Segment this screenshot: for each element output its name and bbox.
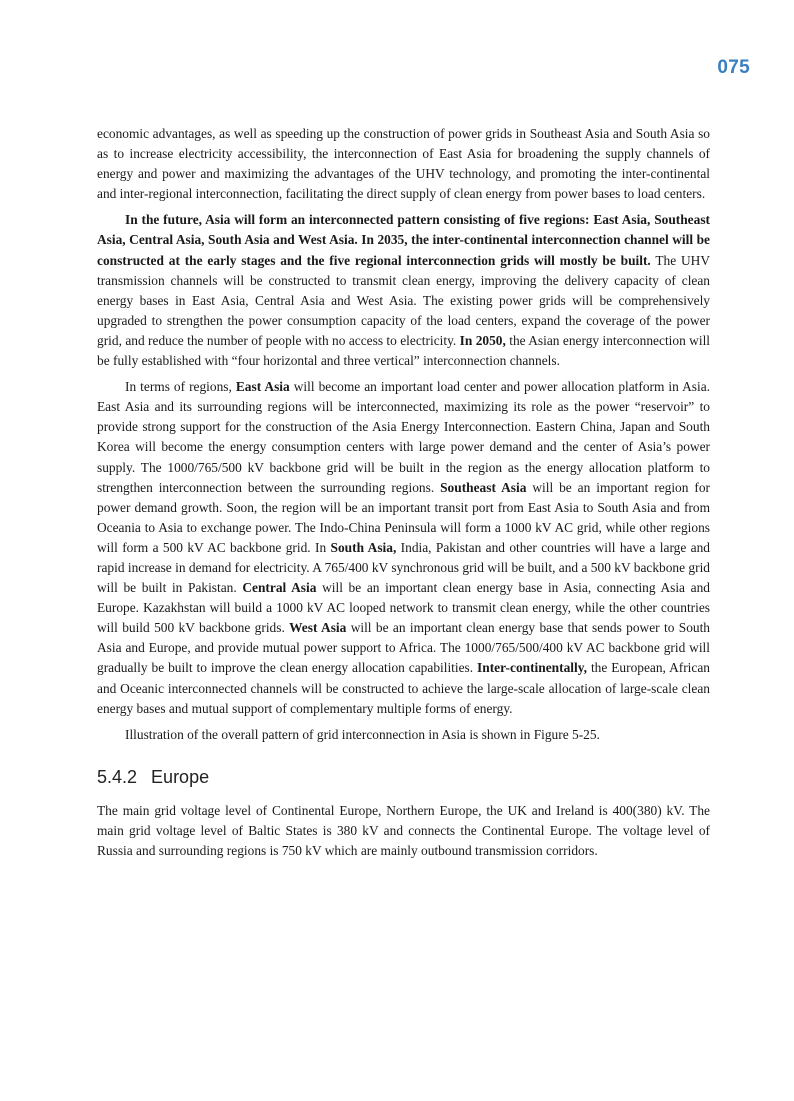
document-body <box>97 124 710 867</box>
paragraph-text: the Asian energy interconnection will be fully established with “four horizontal and three vertical” interconnection channels. <box>97 332 711 369</box>
paragraph-text: the European, African and Oceanic interconnected channels will be constructed to achieve the large-scale allocation of large-scale clean energy bases and mutual support of complementary multiple forms of energy. <box>97 660 710 716</box>
paragraph-text: economic advantages, as well as speeding up the construction of power grids in Southeast Asia and South Asia so as to increase electricity accessibility, the interconnection of East Asia for broadening the supply channels of energy and power and maximizing the advantages of the UHV technology, and promoting the inter-continental and inter-regional interconnection, facilitating the direct supply of clean energy from power bases to load centers. <box>97 126 710 202</box>
bold-text: In 2050, <box>459 332 506 348</box>
bold-region-south-asia: South Asia, <box>330 539 397 555</box>
bold-region-southeast-asia: Southeast Asia <box>440 479 527 495</box>
paragraph-text: Illustration of the overall pattern of grid interconnection in Asia is shown in Figure 5-25. <box>125 726 600 742</box>
bold-text: In the future, Asia will form an interconnected pattern consisting of five regions: East Asia, Southeast Asia, Central Asia, South Asia and West Asia. In 2035, the inter-continental interconnection channel will be constructed at the early stages and the five regional interconnection grids will mostly be built. <box>97 212 710 268</box>
bold-region-west-asia: West Asia <box>289 620 347 636</box>
paragraph-asia-future-pattern <box>97 210 710 371</box>
paragraph-europe-voltage <box>97 801 710 861</box>
bold-region-central-asia: Central Asia <box>242 580 317 596</box>
section-number: 5.4.2 <box>97 766 138 787</box>
paragraph-asia-advantages <box>97 124 710 204</box>
section-title: Europe <box>151 766 210 787</box>
bold-region-east-asia: East Asia <box>235 379 290 395</box>
paragraph-text: India, Pakistan and other countries will have a large and rapid increase in demand for electricity. A 765/400 kV synchronous grid will be built, and a 500 kV backbone grid will be built in Pakistan. <box>97 539 710 596</box>
paragraph-text: will become an important load center and power allocation platform in Asia. East Asia and its surrounding regions will be interconnected, maximizing its role as the power “reservoir” to provide strong support for the construction of the Asia Energy Interconnection. Eastern China, Japan and South Korea will become the energy consumption centers with large power demand and the center of Asia’s power supply. The 1000/765/500 kV backbone grid will be built in the region as the energy allocation platform to strengthen interconnection between the surrounding regions. <box>97 379 711 495</box>
paragraph-text: will be an important clean energy base that sends power to South Asia and Europe, and provide mutual power support to Africa. The 1000/765/500/400 kV AC backbone grid will gradually be built to improve the clean energy allocation capabilities. <box>97 620 711 676</box>
paragraph-figure-reference <box>97 725 710 745</box>
page-number: 075 <box>717 57 750 78</box>
paragraph-text: will be an important region for power demand growth. Soon, the region will be an important transit port from East Asia to South Asia and from Oceania to Asia to exchange power. The Indo-China Peninsula will form a 1000 kV AC grid, while other regions will form a 500 kV AC backbone grid. In <box>97 479 710 555</box>
bold-inter-continentally: Inter-continentally, <box>477 660 588 676</box>
paragraph-text: will be an important clean energy base in Asia, connecting Asia and Europe. Kazakhstan will build a 1000 kV AC looped network to transmit clean energy, while the other countries will build 500 kV backbone grids. <box>97 580 710 636</box>
paragraph-text: In terms of regions, <box>125 379 236 395</box>
paragraph-asia-regions <box>97 377 710 719</box>
paragraph-text: The main grid voltage level of Continental Europe, Northern Europe, the UK and Ireland is 400(380) kV. The main grid voltage level of Baltic States is 380 kV and connects the Continental Europe. The voltage level of Russia and surrounding regions is 750 kV which are mainly outbound transmission corridors. <box>97 802 710 859</box>
section-heading <box>97 767 710 787</box>
paragraph-text: The UHV transmission channels will be constructed to transmit clean energy, improving the delivery capacity of clean energy bases in East Asia, Central Asia and West Asia. The existing power grids will be comprehensively upgraded to strengthen the power consumption capacity of the load centers, expand the coverage of the power grid, and reduce the number of people with no access to electricity. <box>97 252 710 348</box>
